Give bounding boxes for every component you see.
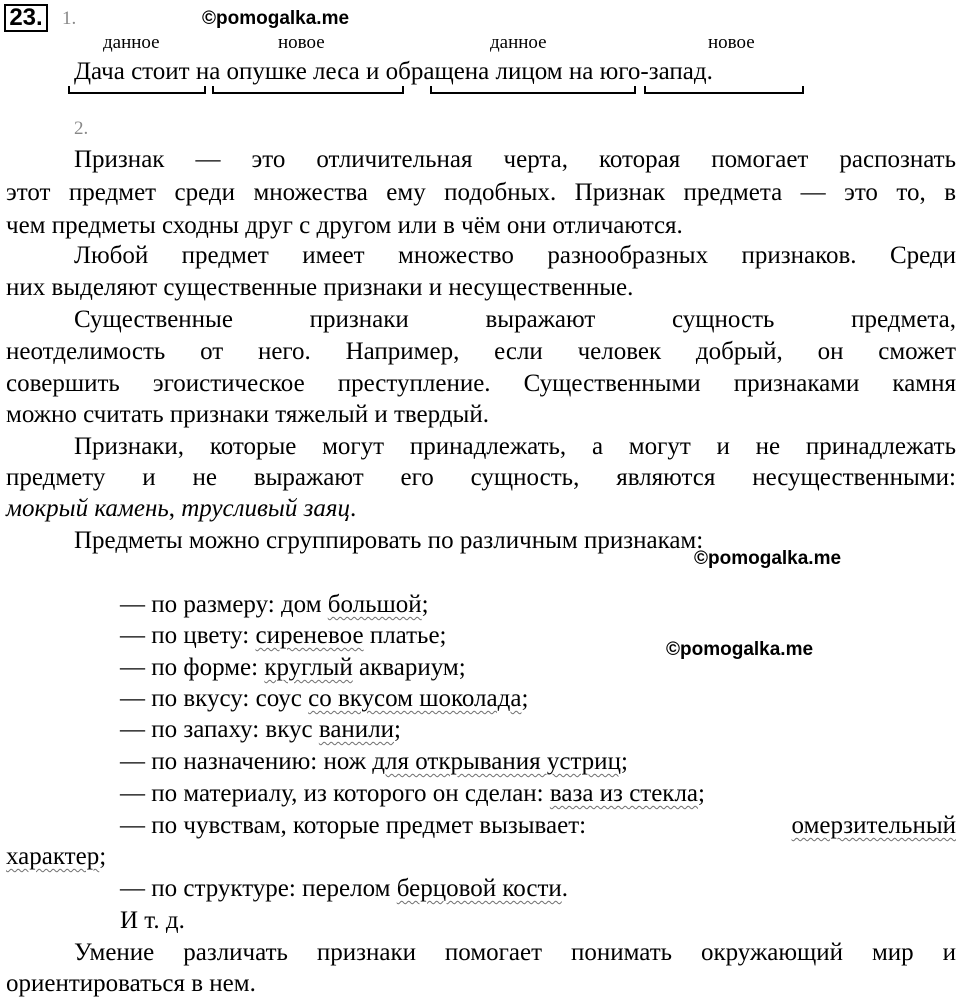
bracket-given-2: [430, 86, 636, 94]
para4-line2: предмету и не выражают его сущность, являются несущественными:: [6, 464, 956, 491]
para4-examples: [6, 495, 956, 523]
para1-line3: чем предметы сходны друг с другом или в чём они отличаются.: [6, 212, 683, 239]
list-item-size: — по размеру: дом большой;: [120, 591, 429, 618]
para2-line2: них выделяют существенные признаки и несущественные.: [6, 274, 634, 301]
marked-word: берцовой кости: [396, 875, 562, 902]
label-given-1: данное: [103, 32, 160, 53]
list-item-structure: — по структуре: перелом берцовой кости.: [120, 875, 569, 902]
label-new-1: новое: [278, 32, 325, 53]
marked-word: сиреневое: [255, 622, 364, 649]
list-item-shape: — по форме: круглый аквариум;: [120, 654, 466, 681]
para1-line1: Признак — это отличительная черта, которая помогает распознать: [74, 146, 956, 173]
para3-line2: неотделимость от него. Например, если человек добрый, он сможет: [6, 338, 956, 365]
bracket-new-2: [644, 86, 804, 94]
watermark-middle: ©pomogalka.me: [694, 548, 842, 569]
label-new-2: новое: [708, 32, 755, 53]
watermark-lower: ©pomogalka.me: [666, 639, 814, 660]
segment-conjunction: и: [366, 58, 380, 85]
para3-line3: совершить эгоистическое преступление. Существенными признаками камня: [6, 370, 956, 397]
label-given-2: данное: [490, 32, 547, 53]
marked-word: для открывания устриц: [372, 748, 621, 775]
example-end: .: [349, 495, 357, 522]
marked-word: ваза из стекла: [549, 780, 699, 807]
example-separator: ,: [168, 495, 182, 522]
para4-line1: Признаки, которые могут принадлежать, а могут и не принадлежать: [74, 433, 956, 460]
para3-line4: можно считать признаки тяжелый и твердый.: [6, 401, 489, 428]
list-item-smell: — по запаху: вкус ванили;: [120, 716, 401, 743]
segment-given-2: обращена лицом: [385, 58, 563, 85]
segment-given-1: Дача стоит: [74, 58, 190, 85]
segment-new-1: на опушке леса: [195, 58, 360, 85]
segment-period: .: [706, 58, 713, 85]
conclusion-line2: ориентироваться в нем.: [6, 970, 256, 997]
list-item-purpose: — по назначению: нож для открывания устриц;: [120, 748, 628, 775]
task-number: 23.: [4, 4, 48, 32]
conclusion-line1: Умение различать признаки помогает понимать окружающий мир и: [74, 939, 956, 966]
marked-word: ванили: [318, 716, 395, 743]
list-item-taste: — по вкусу: соус со вкусом шоколада;: [120, 685, 529, 712]
marked-word: со вкусом шоколада: [308, 685, 522, 712]
segment-new-2: на юго-запад: [568, 58, 707, 85]
list-item-feelings-cont: характер;: [6, 843, 107, 870]
bracket-given-1: [68, 86, 206, 94]
marked-word: омерзительный: [791, 812, 956, 839]
list-item-color: — по цвету: сиреневое платье;: [120, 622, 447, 649]
para2-line1: Любой предмет имеет множество разнообразных признаков. Среди: [74, 242, 956, 269]
part1-number: 1.: [62, 8, 77, 29]
marked-word: характер: [6, 843, 100, 870]
example-wet-stone: мокрый камень: [6, 495, 169, 522]
watermark-top: ©pomogalka.me: [202, 8, 350, 29]
etc: И т. д.: [120, 907, 185, 934]
list-item-feelings: — по чувствам, которые предмет вызывает: омерзительный: [120, 812, 956, 839]
list-item-material: — по материалу, из которого он сделан: ваза из стекла;: [120, 780, 705, 807]
marked-word: большой: [327, 591, 422, 618]
groups-intro: Предметы можно сгруппировать по различным признакам:: [74, 527, 704, 554]
part2-number: 2.: [74, 118, 89, 139]
para3-line1: Существенные признаки выражают сущность предмета,: [74, 306, 956, 333]
example-cowardly-hare: трусливый заяц: [181, 495, 350, 522]
marked-word: круглый: [264, 654, 353, 681]
part1-sentence: [74, 58, 713, 86]
bracket-new-1: [212, 86, 404, 94]
para1-line2: этот предмет среди множества ему подобных. Признак предмета — это то, в: [6, 179, 956, 206]
